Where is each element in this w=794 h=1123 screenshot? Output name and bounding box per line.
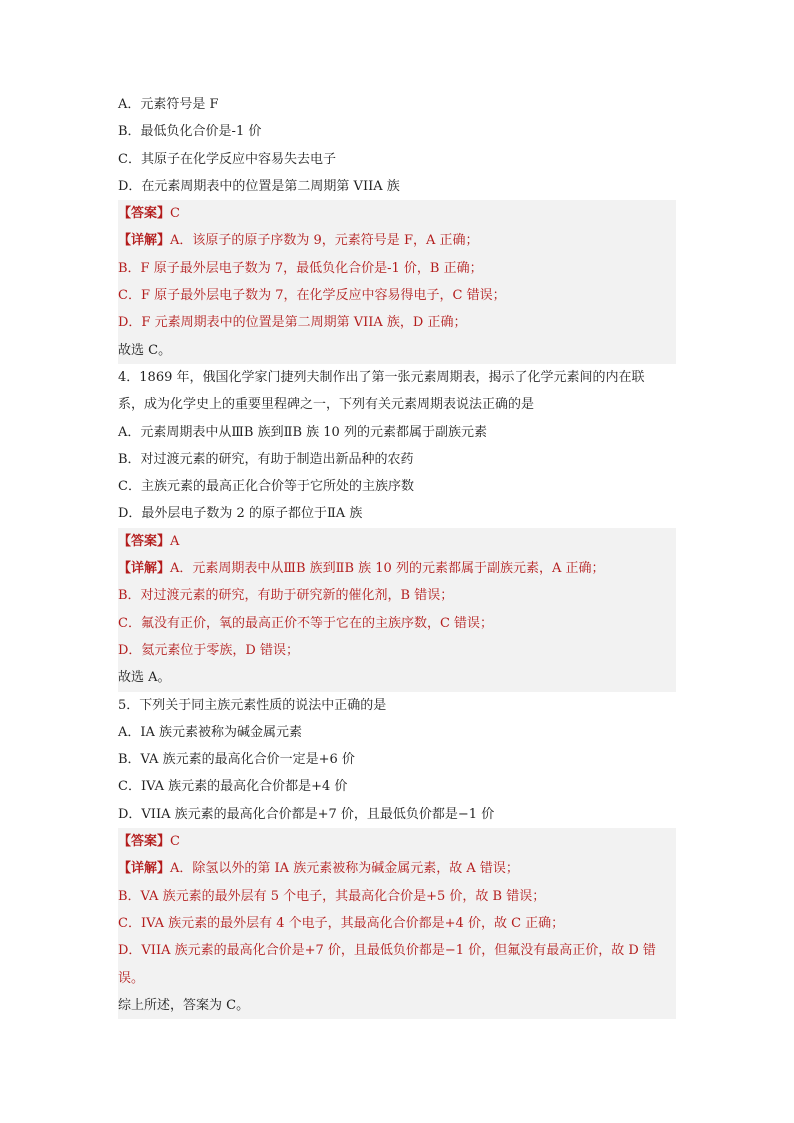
- q4-block: [118, 364, 676, 528]
- q5-answer-block: [118, 828, 676, 1019]
- q5-block: [118, 692, 676, 828]
- q3-answer-line: [118, 200, 676, 227]
- q4-detail-line-3: C．氟没有正价，氧的最高正价不等于它在的主族序数，C 错误；: [118, 615, 494, 631]
- q4-stem-line-1: 4．1869 年，俄国化学家门捷列夫制作出了第一张元素周期表，揭示了化学元素间的内在联: [118, 369, 645, 385]
- content-column: [118, 91, 676, 1019]
- q5-detail-wrap: 误。: [118, 970, 145, 986]
- q5-answer: C: [170, 834, 180, 850]
- detail-tag: 【详解】: [118, 233, 171, 249]
- q5-detail-line-3: C．IVA 族元素的最外层有 4 个电子，其最高化合价都是+4 价，故 C 正确；: [118, 915, 565, 931]
- answer-tag: 【答案】: [118, 206, 171, 222]
- q5-option-a: A．IA 族元素被称为碱金属元素: [118, 724, 303, 740]
- q5-answer-line: [118, 828, 676, 855]
- q3-answer: C: [170, 206, 180, 222]
- q4-answer-block: [118, 528, 676, 692]
- q5-detail-line-4: D．VIIA 族元素的最高化合价是+7 价，且最低负价都是−1 价，但氟没有最高正价，故 D 错: [118, 943, 656, 959]
- q3-options: [118, 91, 676, 200]
- q4-option-d: D．最外层电子数为 2 的原子都位于ⅡA 族: [118, 506, 363, 522]
- q5-option-c: C．IVA 族元素的最高化合价都是+4 价: [118, 779, 348, 795]
- q4-answer-line: [118, 528, 676, 555]
- q4-stem-line-2: 系，成为化学史上的重要里程碑之一，下列有关元素周期表说法正确的是: [118, 397, 535, 413]
- q5-conclusion: 综上所述，答案为 C。: [118, 997, 250, 1013]
- q4-option-b: B．对过渡元素的研究，有助于制造出新品种的农药: [118, 451, 414, 467]
- q5-option-d: D．VIIA 族元素的最高化合价都是+7 价，且最低负价都是−1 价: [118, 806, 495, 822]
- q4-detail-line-2: B．对过渡元素的研究，有助于研究新的催化剂，B 错误；: [118, 588, 454, 604]
- q3-option-c: C．其原子在化学反应中容易失去电子: [118, 151, 336, 167]
- detail-tag: 【详解】: [118, 861, 171, 877]
- q4-detail-line-4: D．氦元素位于零族，D 错误；: [118, 642, 299, 658]
- q5-detail-line-2: B．VA 族元素的最外层有 5 个电子，其最高化合价是+5 价，故 B 错误；: [118, 888, 546, 904]
- q5-detail-line-1: [118, 855, 676, 882]
- q3-detail-line-2: B．F 原子最外层电子数为 7，最低负化合价是-1 价，B 正确；: [118, 260, 483, 276]
- q3-detail-line-1: [118, 227, 676, 254]
- q5-option-b: B．VA 族元素的最高化合价一定是+6 价: [118, 752, 355, 768]
- q3-detail-line-3: C．F 原子最外层电子数为 7，在化学反应中容易得电子，C 错误；: [118, 288, 506, 304]
- q3-option-a: A．元素符号是 F: [118, 97, 219, 112]
- q3-conclusion: 故选 C。: [118, 342, 172, 358]
- q4-detail-line-1: [118, 555, 676, 582]
- q4-option-c: C．主族元素的最高正化合价等于它所处的主族序数: [118, 479, 414, 495]
- q4-answer: A: [170, 533, 180, 549]
- q3-detail-line-4: D．F 元素周期表中的位置是第二周期第 VIIA 族，D 正确；: [118, 315, 467, 331]
- q3-option-b: B．最低负化合价是-1 价: [118, 124, 262, 140]
- q3-option-d: D．在元素周期表中的位置是第二周期第 VIIA 族: [118, 178, 400, 194]
- q3-detail-text-1: A．该原子的原子序数为 9，元素符号是 F，A 正确；: [170, 233, 479, 249]
- answer-tag: 【答案】: [118, 834, 171, 850]
- q3-answer-block: [118, 200, 676, 364]
- q5-detail-text-1: A．除氢以外的第 IA 族元素被称为碱金属元素，故 A 错误；: [170, 861, 519, 877]
- q4-option-a: A．元素周期表中从ⅢB 族到ⅡB 族 10 列的元素都属于副族元素: [118, 424, 487, 440]
- detail-tag: 【详解】: [118, 561, 171, 577]
- q4-detail-text-1: A．元素周期表中从ⅢB 族到ⅡB 族 10 列的元素都属于副族元素，A 正确；: [170, 561, 605, 577]
- answer-tag: 【答案】: [118, 533, 171, 549]
- q5-stem: 5．下列关于同主族元素性质的说法中正确的是: [118, 697, 387, 713]
- q4-conclusion: 故选 A。: [118, 670, 171, 686]
